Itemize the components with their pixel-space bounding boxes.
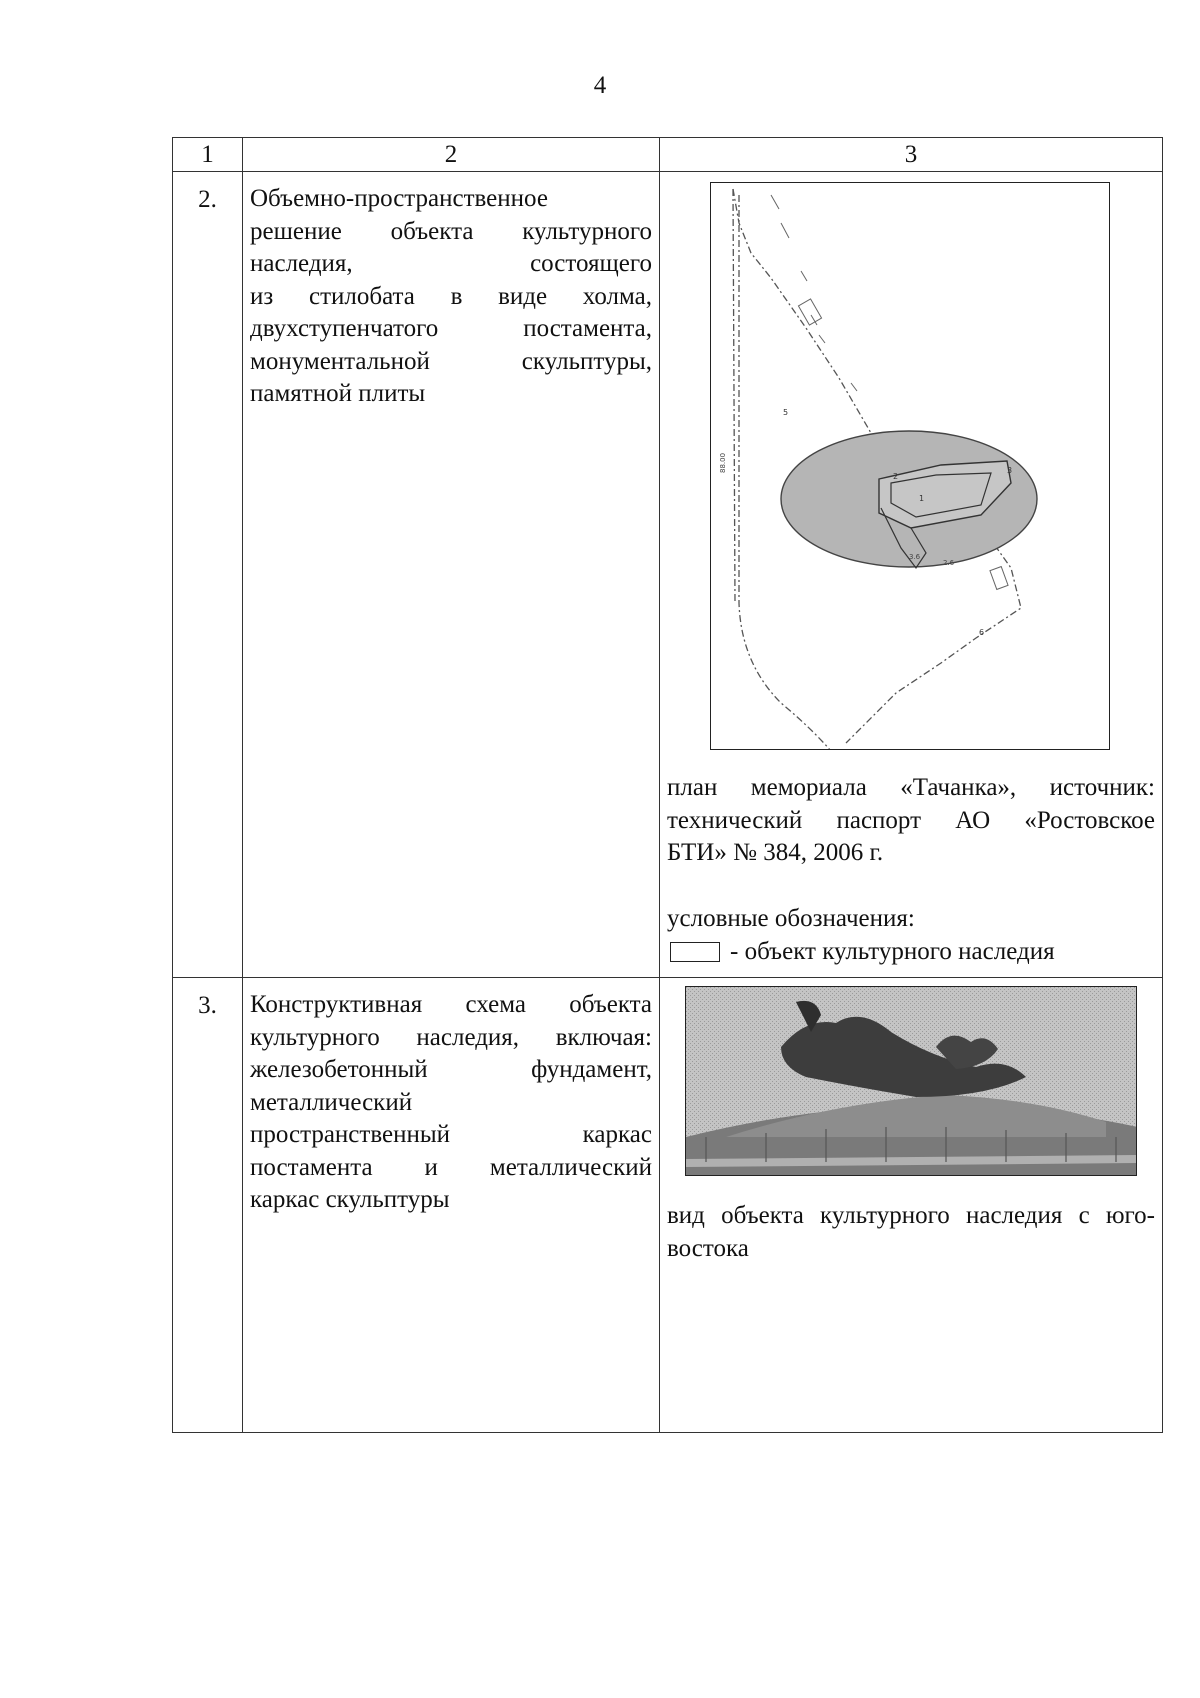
desc-line: Конструктивная схема объекта — [250, 991, 652, 1018]
svg-text:3: 3 — [1007, 466, 1013, 475]
legend-swatch — [670, 942, 720, 962]
caption-line: БТИ» № 384, 2006 г. — [667, 839, 884, 866]
desc-line: памятной плиты — [250, 380, 426, 407]
caption-line: план мемориала «Тачанка», источник: — [667, 774, 1155, 801]
header-col-3: 3 — [660, 138, 1163, 172]
desc-line: культурного наследия, включая: — [250, 1023, 652, 1051]
legend-item-label: - объект культурного наследия — [730, 937, 1055, 965]
desc-line: металлический — [250, 1088, 413, 1116]
desc-line: наследия, состоящего — [250, 250, 652, 277]
heritage-table — [172, 137, 1163, 1433]
table-row — [173, 172, 1163, 978]
svg-text:5: 5 — [783, 408, 789, 417]
legend-entry — [667, 936, 1155, 969]
table-header-row — [173, 138, 1163, 172]
row-illustration — [660, 978, 1163, 1433]
caption-line: вид объекта культурного наследия с юго- — [667, 1202, 1155, 1229]
svg-text:2: 2 — [893, 472, 899, 481]
desc-line: из стилобата в виде холма, — [250, 282, 652, 310]
header-col-2: 2 — [243, 138, 660, 172]
svg-text:88.00: 88.00 — [719, 452, 727, 473]
photo-caption — [667, 1200, 1155, 1265]
legend-title: условные обозначения: — [667, 905, 915, 932]
legend — [667, 903, 1155, 968]
page-number: 4 — [593, 72, 607, 99]
row-description — [243, 978, 660, 1433]
desc-line: двухступенчатого постамента, — [250, 315, 652, 342]
desc-line: решение объекта культурного — [250, 217, 652, 245]
header-col-1: 1 — [173, 138, 243, 172]
site-plan-drawing — [711, 183, 1110, 750]
desc-line: пространственный каркас — [250, 1121, 652, 1148]
svg-text:3.6: 3.6 — [909, 553, 921, 561]
svg-text:2.6: 2.6 — [943, 559, 955, 567]
desc-line: железобетонный фундамент, — [250, 1056, 652, 1083]
desc-line: монументальной скульптуры, — [250, 347, 652, 375]
site-plan-image — [710, 182, 1110, 750]
row-number: 3. — [173, 978, 243, 1433]
row-description — [243, 172, 660, 978]
row-illustration — [660, 172, 1163, 978]
desc-line: Объемно-пространственное — [250, 185, 548, 212]
desc-line: каркас скульптуры — [250, 1186, 450, 1213]
monument-photo-drawing — [686, 987, 1137, 1176]
desc-line: постамента и металлический — [250, 1153, 652, 1181]
caption-line: востока — [667, 1234, 749, 1262]
row-number: 2. — [173, 172, 243, 978]
table-row — [173, 978, 1163, 1433]
svg-text:1: 1 — [919, 494, 925, 503]
caption-line: технический паспорт АО «Ростовское — [667, 806, 1155, 834]
plan-caption — [667, 772, 1155, 870]
svg-text:6: 6 — [979, 628, 985, 637]
monument-photo — [685, 986, 1137, 1176]
